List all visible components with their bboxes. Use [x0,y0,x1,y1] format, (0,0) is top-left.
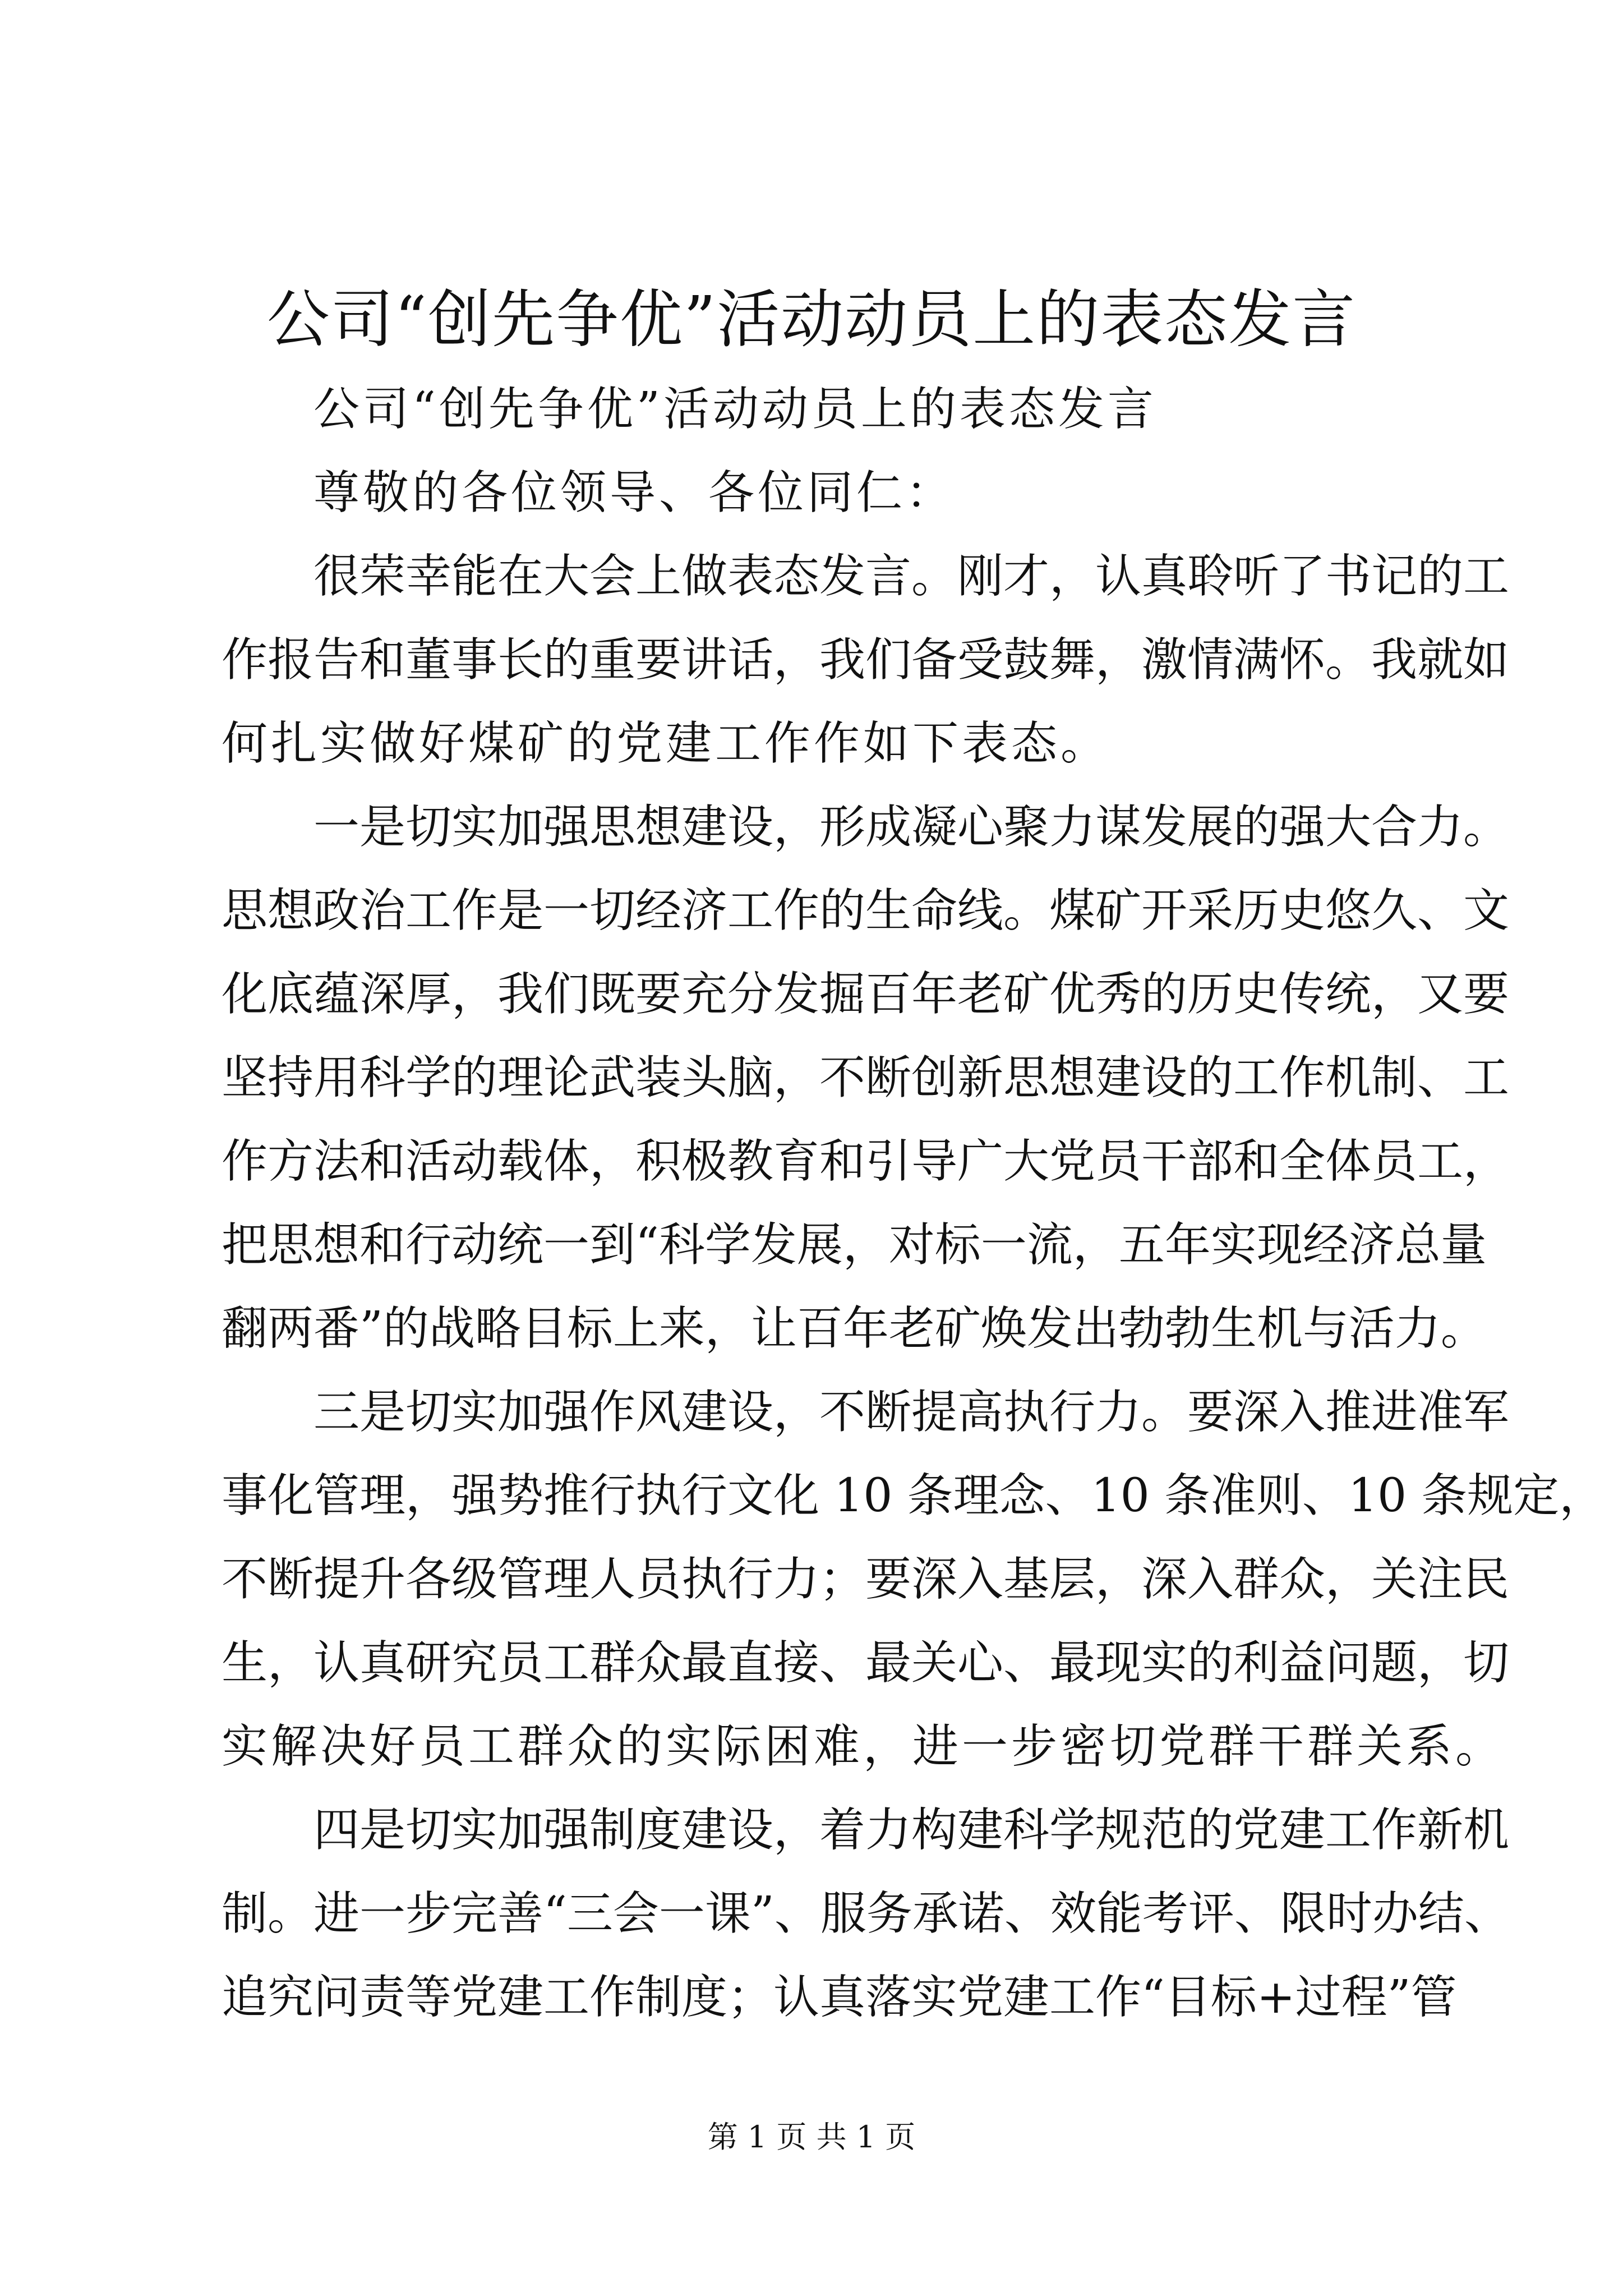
text-line: 化底蕴深厚，我们既要充分发掘百年老矿优秀的历史传统，又要 [222,968,1510,1021]
text-line: 翻两番”的战略目标上来，让百年老矿焕发出勃勃生机与活力。 [222,1302,1487,1355]
page-footer: 第 1 页 共 1 页 [707,2119,916,2155]
text-line: 作报告和董事长的重要讲话，我们备受鼓舞，激情满怀。我就如 [222,633,1510,687]
text-line: 思想政治工作是一切经济工作的生命线。煤矿开采历史悠久、文 [222,884,1510,937]
document-body [222,367,1606,2039]
text-line: 坚持用科学的理论武装头脑，不断创新思想建设的工作机制、工 [222,1051,1510,1105]
text-line: 不断提升各级管理人员执行力；要深入基层，深入群众，关注民 [222,1553,1510,1606]
text-line: 一是切实加强思想建设，形成凝心聚力谋发展的强大合力。 [313,800,1510,854]
text-line: 追究问责等党建工作制度；认真落实党建工作“目标+过程”管 [222,1971,1457,2024]
text-line: 公司“创先争优”活动动员上的表态发言 [313,383,1157,436]
text-line: 把思想和行动统一到“科学发展，对标一流，五年实现经济总量 [222,1218,1487,1272]
text-line: 三是切实加强作风建设，不断提高执行力。要深入推进准军 [313,1386,1510,1439]
text-line: 作方法和活动载体，积极教育和引导广大党员干部和全体员工， [222,1135,1510,1188]
text-line: 很荣幸能在大会上做表态发言。刚才，认真聆听了书记的工 [313,550,1510,603]
document-title: 公司“创先争优”活动动员上的表态发言 [266,283,1357,356]
text-line: 实解决好员工群众的实际困难，进一步密切党群干群关系。 [222,1720,1505,1773]
text-line: 生，认真研究员工群众最直接、最关心、最现实的利益问题，切 [222,1636,1510,1690]
text-line: 尊敬的各位领导、各位同仁： [313,466,956,519]
text-line: 四是切实加强制度建设，着力构建科学规范的党建工作新机 [313,1803,1510,1857]
text-line: 制。进一步完善“三会一课”、服务承诺、效能考评、限时办结、 [222,1887,1510,1940]
text-line: 何扎实做好煤矿的党建工作作如下表态。 [222,717,1110,770]
text-line: 事化管理，强势推行执行文化 10 条理念、10 条准则、10 条规定， [222,1469,1606,1522]
